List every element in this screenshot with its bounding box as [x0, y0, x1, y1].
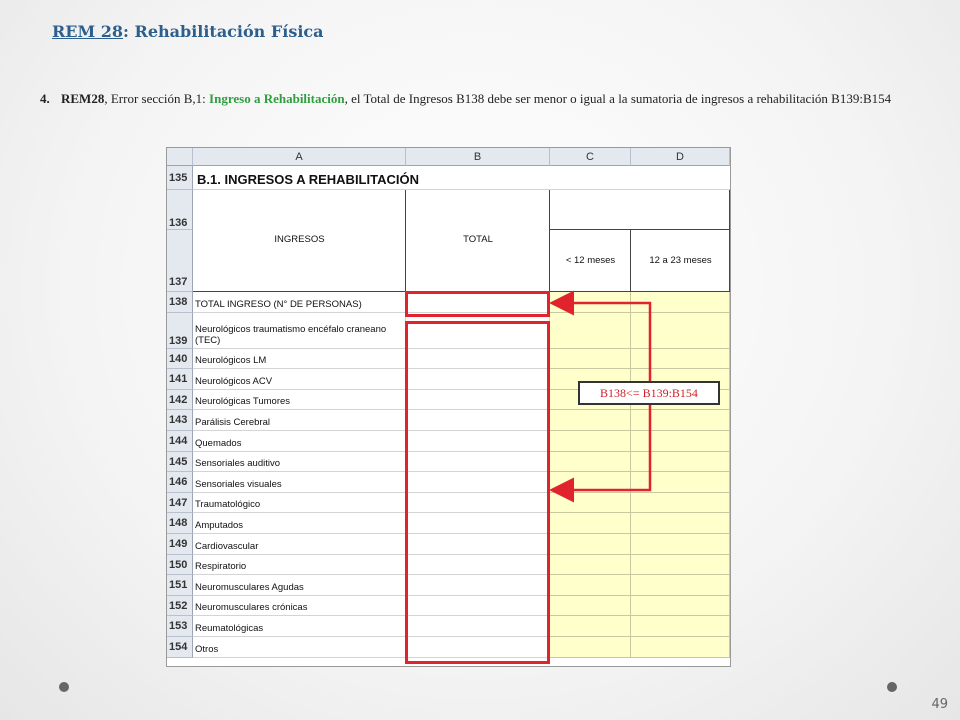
- row-header-148[interactable]: 148: [167, 513, 193, 534]
- cell-a140[interactable]: [193, 349, 406, 370]
- cell-a145[interactable]: [193, 452, 406, 473]
- spreadsheet-screenshot: [166, 147, 731, 667]
- cell-a152[interactable]: [193, 596, 406, 617]
- row-label: TOTAL INGRESO (N° DE PERSONAS): [195, 298, 362, 310]
- row-header-152[interactable]: 152: [167, 596, 193, 617]
- column-header-c[interactable]: C: [550, 148, 631, 166]
- row-label: Respiratorio: [195, 561, 247, 573]
- cell-d152[interactable]: [631, 596, 730, 617]
- item-highlight: Ingreso a Rehabilitación: [209, 91, 345, 106]
- row-label: Cardiovascular: [195, 540, 259, 552]
- cell-c146[interactable]: [550, 472, 631, 493]
- cell-a144[interactable]: [193, 431, 406, 452]
- cell-a138[interactable]: [193, 292, 406, 313]
- cell-c150[interactable]: [550, 555, 631, 576]
- row-label: Quemados: [195, 437, 242, 449]
- decor-dot-left: [59, 682, 69, 692]
- cell-a142[interactable]: [193, 390, 406, 411]
- rem28-link[interactable]: REM 28: [52, 22, 124, 41]
- rule-item: [40, 90, 920, 108]
- cell-d151[interactable]: [631, 575, 730, 596]
- cell-c143[interactable]: [550, 410, 631, 431]
- item-code: REM28: [61, 91, 105, 106]
- cell-a147[interactable]: [193, 493, 406, 514]
- row-label: Neuromusculares Agudas: [195, 581, 304, 593]
- cell-c144[interactable]: [550, 431, 631, 452]
- cell-a141[interactable]: [193, 369, 406, 390]
- cell-a149[interactable]: [193, 534, 406, 555]
- cell-d139[interactable]: [631, 313, 730, 349]
- row-header-154[interactable]: 154: [167, 637, 193, 658]
- cell-d149[interactable]: [631, 534, 730, 555]
- cell-a146[interactable]: [193, 472, 406, 493]
- select-all-corner[interactable]: [167, 148, 193, 166]
- cell-d147[interactable]: [631, 493, 730, 514]
- cell-d145[interactable]: [631, 452, 730, 473]
- cell-d144[interactable]: [631, 431, 730, 452]
- row-header-149[interactable]: 149: [167, 534, 193, 555]
- header-c: < 12 meses: [565, 255, 616, 266]
- cell-c138[interactable]: [550, 292, 631, 313]
- cell-d154[interactable]: [631, 637, 730, 658]
- cell-c145[interactable]: [550, 452, 631, 473]
- row-header-143[interactable]: 143: [167, 410, 193, 431]
- cell-c154[interactable]: [550, 637, 631, 658]
- cell-c149[interactable]: [550, 534, 631, 555]
- row-header-153[interactable]: 153: [167, 616, 193, 637]
- formula-callout: B138<= B139:B154: [578, 381, 720, 405]
- row-header-144[interactable]: 144: [167, 431, 193, 452]
- cell-a150[interactable]: [193, 555, 406, 576]
- row-label: Sensoriales visuales: [195, 478, 282, 490]
- slide-title: [52, 22, 324, 41]
- cell-d143[interactable]: [631, 410, 730, 431]
- cell-c139[interactable]: [550, 313, 631, 349]
- cell-c152[interactable]: [550, 596, 631, 617]
- cell-a153[interactable]: [193, 616, 406, 637]
- cell-d153[interactable]: [631, 616, 730, 637]
- row-label: Sensoriales auditivo: [195, 458, 281, 470]
- row-label: Neurológicos traumatismo encéfalo craneano (TEC): [195, 323, 387, 346]
- item-body: [61, 90, 920, 108]
- row-label: Neurológicos ACV: [195, 375, 273, 387]
- column-header-d[interactable]: D: [631, 148, 730, 166]
- row-header-141[interactable]: 141: [167, 369, 193, 390]
- column-header-a[interactable]: A: [193, 148, 406, 166]
- cell-d150[interactable]: [631, 555, 730, 576]
- row-header-151[interactable]: 151: [167, 575, 193, 596]
- item-number: 4.: [40, 91, 50, 106]
- cell-c151[interactable]: [550, 575, 631, 596]
- page-number: 49: [931, 697, 948, 712]
- cell-c140[interactable]: [550, 349, 631, 370]
- section-title: B.1. INGRESOS A REHABILITACIÓN: [197, 172, 419, 187]
- highlight-b139-b154: [405, 321, 550, 664]
- header-ingresos: INGRESOS: [274, 234, 325, 245]
- cell-a151[interactable]: [193, 575, 406, 596]
- column-header-b[interactable]: B: [406, 148, 550, 166]
- cell-a154[interactable]: [193, 637, 406, 658]
- cell-a143[interactable]: [193, 410, 406, 431]
- header-d: 12 a 23 meses: [649, 255, 712, 266]
- row-label: Neuromusculares crónicas: [195, 602, 308, 614]
- cell-c147[interactable]: [550, 493, 631, 514]
- row-label: Neurológicas Tumores: [195, 396, 291, 408]
- row-header-140[interactable]: 140: [167, 349, 193, 370]
- item-text1: , Error sección B,1:: [104, 91, 210, 106]
- row-label: Traumatológico: [195, 499, 261, 511]
- cell-a139[interactable]: [193, 313, 406, 349]
- decor-dot-right: [887, 682, 897, 692]
- cell-d138[interactable]: [631, 292, 730, 313]
- cell-a148[interactable]: [193, 513, 406, 534]
- row-header-137[interactable]: 137: [167, 230, 193, 292]
- row-label: Neurológicos LM: [195, 355, 267, 367]
- cell-d146[interactable]: [631, 472, 730, 493]
- header-total: TOTAL: [463, 234, 493, 245]
- item-text2: , el Total de Ingresos B138 debe ser menor o igual a la sumatoria de ingresos a rehabilitación B139:B154: [344, 91, 892, 106]
- row-header-146[interactable]: 146: [167, 472, 193, 493]
- row-header-138[interactable]: 138: [167, 292, 193, 313]
- row-header-136[interactable]: 136: [167, 190, 193, 230]
- row-header-142[interactable]: 142: [167, 390, 193, 411]
- row-label: Otros: [195, 643, 219, 655]
- row-label: Reumatológicas: [195, 622, 264, 634]
- cell-c148[interactable]: [550, 513, 631, 534]
- cell-d148[interactable]: [631, 513, 730, 534]
- cell-d140[interactable]: [631, 349, 730, 370]
- row-header-139[interactable]: 139: [167, 313, 193, 349]
- row-header-145[interactable]: 145: [167, 452, 193, 473]
- header-cd-top[interactable]: [550, 190, 730, 230]
- row-header-135[interactable]: 135: [167, 166, 193, 190]
- row-label: Parálisis Cerebral: [195, 416, 270, 428]
- highlight-b138: [405, 291, 550, 317]
- title-text: : Rehabilitación Física: [123, 22, 324, 41]
- cell-c153[interactable]: [550, 616, 631, 637]
- row-header-147[interactable]: 147: [167, 493, 193, 514]
- row-header-150[interactable]: 150: [167, 555, 193, 576]
- row-label: Amputados: [195, 519, 244, 531]
